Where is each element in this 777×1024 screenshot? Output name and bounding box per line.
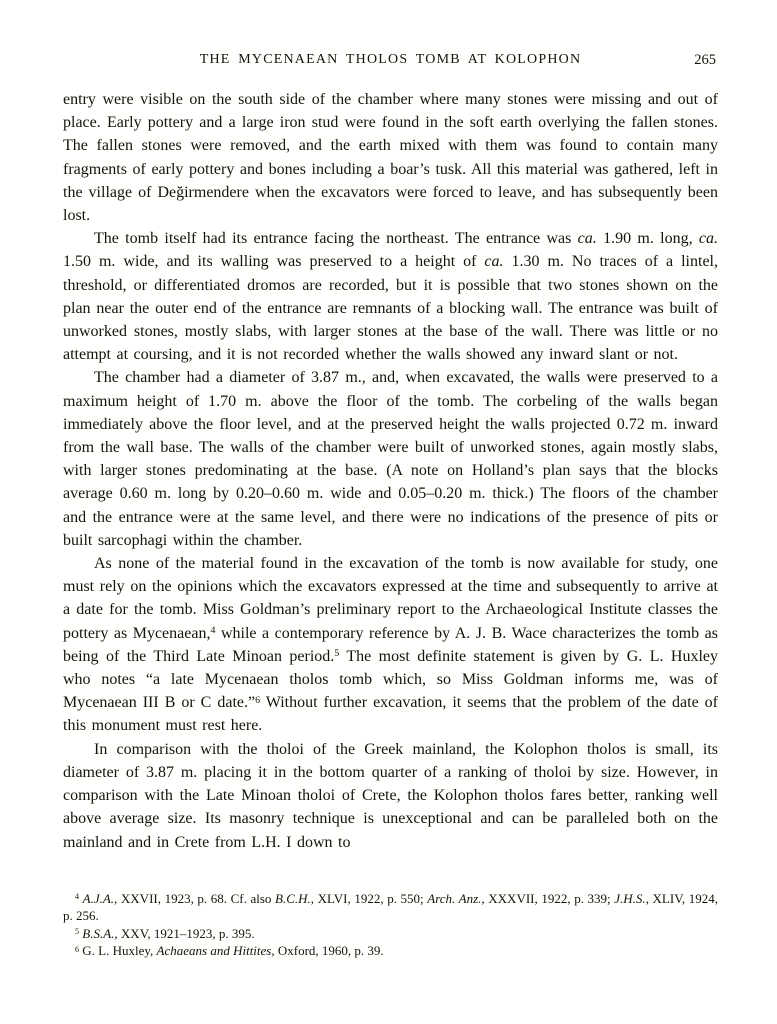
page-number: 265 (694, 52, 716, 68)
italic-text: Arch. Anz. (427, 890, 482, 906)
italic-text: J.H.S. (614, 890, 646, 906)
text-run: Without further excavation, it seems that the problem of the date of this monument must rest here. (63, 694, 719, 735)
running-title: THE MYCENAEAN THOLOS TOMB AT KOLOPHON (199, 52, 582, 67)
footnote-marker: 5 (75, 927, 80, 937)
text-run: 1.90 m. long, (596, 230, 699, 248)
italic-text: A.J.A. (82, 890, 115, 906)
footnote-marker: 5 (334, 648, 340, 660)
text-run: As none of the material found in the excavation of the tomb is now available for study, one must rely on the opinions which the excavators expressed at the time and subsequently to arrive at a date for the tomb. Miss Goldman’s preliminary report to the Archaeological Institute classes the pottery as Mycenaean, (63, 555, 718, 642)
text-run: In comparison with the tholoi of the Greek mainland, the Kolophon tholos is small, its diameter of 3.87 m. placing it in the bottom quarter of a ranking of tholoi by size. However, in comparison with the Late Minoan tholoi of Crete, the Kolophon tholos fares better, ranking well above average size. Its masonry technique is unexceptional and can be paralleled both on the mainland and in Crete from L.H. I down to (63, 740, 718, 851)
paragraph (63, 552, 718, 738)
italic-text: Achaeans and Hittites (156, 943, 272, 959)
italic-text: ca. (698, 230, 718, 248)
footnote (63, 925, 718, 943)
text-run: while a contemporary reference by A. J. B. Wace characterizes the tomb as being of the Third Late Minoan period. (63, 624, 718, 665)
text-run: The chamber had a diameter of 3.87 m., and, when excavated, the walls were preserved to a maximum height of 1.70 m. above the floor of the tomb. The corbeling of the walls began immediately above the floor level, and at the preserved height the walls projected 0.72 m. inward from the wall base. The walls of the chamber were built of unworked stones, again mostly slabs, with larger stones predominating at the base. (A note on Holland’s plan says that the blocks average 0.60 m. long by 0.20–0.60 m. wide and 0.05–0.20 m. thick.) The floors of the chamber and the entrance were at the same level, and there were no indications of the presence of pits or built sarcophagi within the chamber. (63, 369, 718, 549)
text-run: 1.30 m. No traces of a lintel, threshold, or differentiated dromos are recorded, but it is possible that two stones shown on the plan near the outer end of the entrance are remnants of a blocking wall. The entrance was built of unworked stones, mostly slabs, with larger stones at the base of the wall. There was little or no attempt at coursing, and it is not recorded whether the walls showed any inward slant or not. (63, 253, 718, 364)
text-run: , XLVI, 1922, p. 550; (310, 890, 428, 906)
text-run: , XXVII, 1923, p. 68. Cf. also (114, 890, 276, 906)
text-run: G. L. Huxley, (79, 943, 157, 959)
italic-text: B.S.A. (82, 925, 115, 941)
footnote-marker: 6 (255, 694, 261, 706)
text-run: 1.50 m. wide, and its walling was preserved to a height of (63, 253, 485, 271)
text-run: , XXV, 1921–1923, p. 395. (114, 925, 255, 941)
paragraph (63, 227, 718, 366)
footnote (63, 942, 718, 960)
footnote (63, 890, 718, 925)
text-run: , XXXVII, 1922, p. 339; (481, 890, 615, 906)
italic-text: B.C.H. (275, 890, 311, 906)
text-run: , Oxford, 1960, p. 39. (271, 943, 384, 959)
text-run: entry were visible on the south side of the chamber where many stones were missing and out of place. Early pottery and a large iron stud were found in the soft earth overlying the fallen stones. The fallen stones were removed, and the earth mixed with them was found to contain many fragments of early pottery and bones including a boar’s tusk. All this material was gathered, left in the village of Değirmendere when the excavators were forced to leave, and has subsequently been lost. (63, 91, 718, 225)
italic-text: ca. (484, 253, 504, 271)
footnote-marker: 6 (75, 944, 80, 954)
paragraph (63, 366, 718, 552)
paragraph (63, 88, 718, 227)
text-run: , XLIV, 1924, p. 256. (63, 890, 719, 924)
footnote-marker: 4 (210, 625, 216, 637)
italic-text: ca. (577, 230, 597, 248)
footnote-marker: 4 (75, 892, 80, 902)
text-run: The tomb itself had its entrance facing the northeast. The entrance was (94, 230, 578, 248)
page-header (63, 52, 718, 74)
text-run: The most definite statement is given by G. L. Huxley who notes “a late Mycenaean tholos tomb which, so Miss Goldman informs me, was of Mycenaean III B or C date.” (63, 647, 719, 712)
footnotes (63, 890, 718, 960)
body-text (63, 88, 718, 854)
paragraph (63, 738, 718, 854)
